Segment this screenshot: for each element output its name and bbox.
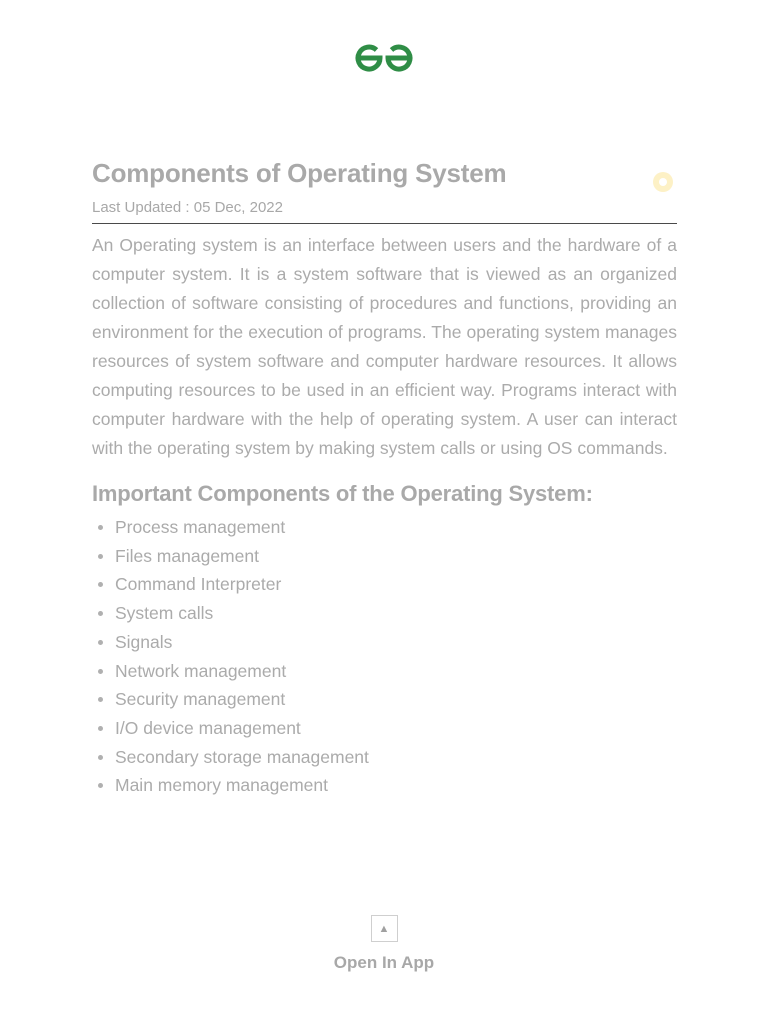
- bullet-icon: [98, 611, 103, 616]
- triangle-up-icon: ▲: [378, 922, 390, 935]
- list-item: Security management: [92, 685, 677, 714]
- open-in-app-link[interactable]: Open In App: [333, 953, 435, 972]
- list-item: Secondary storage management: [92, 743, 677, 772]
- list-item: Main memory management: [92, 771, 677, 800]
- list-item: Command Interpreter: [92, 570, 677, 599]
- list-item: I/O device management: [92, 714, 677, 743]
- components-heading: Important Components of the Operating System:: [92, 481, 593, 506]
- list-item: Network management: [92, 657, 677, 686]
- bullet-icon: [98, 726, 103, 731]
- open-in-app-footer: [0, 915, 768, 974]
- gfg-logo-icon[interactable]: [355, 44, 413, 76]
- list-item: Process management: [92, 513, 677, 542]
- bullet-icon: [98, 554, 103, 559]
- last-updated: Last Updated : 05 Dec, 2022: [92, 199, 283, 216]
- bullet-icon: [98, 525, 103, 530]
- bullet-icon: [98, 755, 103, 760]
- bullet-icon: [98, 640, 103, 645]
- bullet-icon: [98, 669, 103, 674]
- bullet-icon: [98, 582, 103, 587]
- page-title: Components of Operating System: [92, 158, 507, 188]
- scroll-top-button[interactable]: [371, 915, 398, 942]
- list-item: Signals: [92, 628, 677, 657]
- list-item: Files management: [92, 542, 677, 571]
- components-list: [92, 513, 677, 800]
- bullet-icon: [98, 783, 103, 788]
- bullet-icon: [98, 697, 103, 702]
- article: [92, 156, 677, 800]
- header: [0, 44, 768, 76]
- intro-paragraph: An Operating system is an interface between users and the hardware of a computer system. It is a system software that is viewed as an organized collection of software consisting of procedures and functions, providing an environment for the execution of programs. The operating system manages resources of system software and computer hardware resources. It allows computing resources to be used in an efficient way. Programs interact with computer hardware with the help of operating system. A user can interact with the operating system by making system calls or using OS commands.: [92, 235, 677, 458]
- list-item: System calls: [92, 599, 677, 628]
- title-divider: [92, 223, 677, 224]
